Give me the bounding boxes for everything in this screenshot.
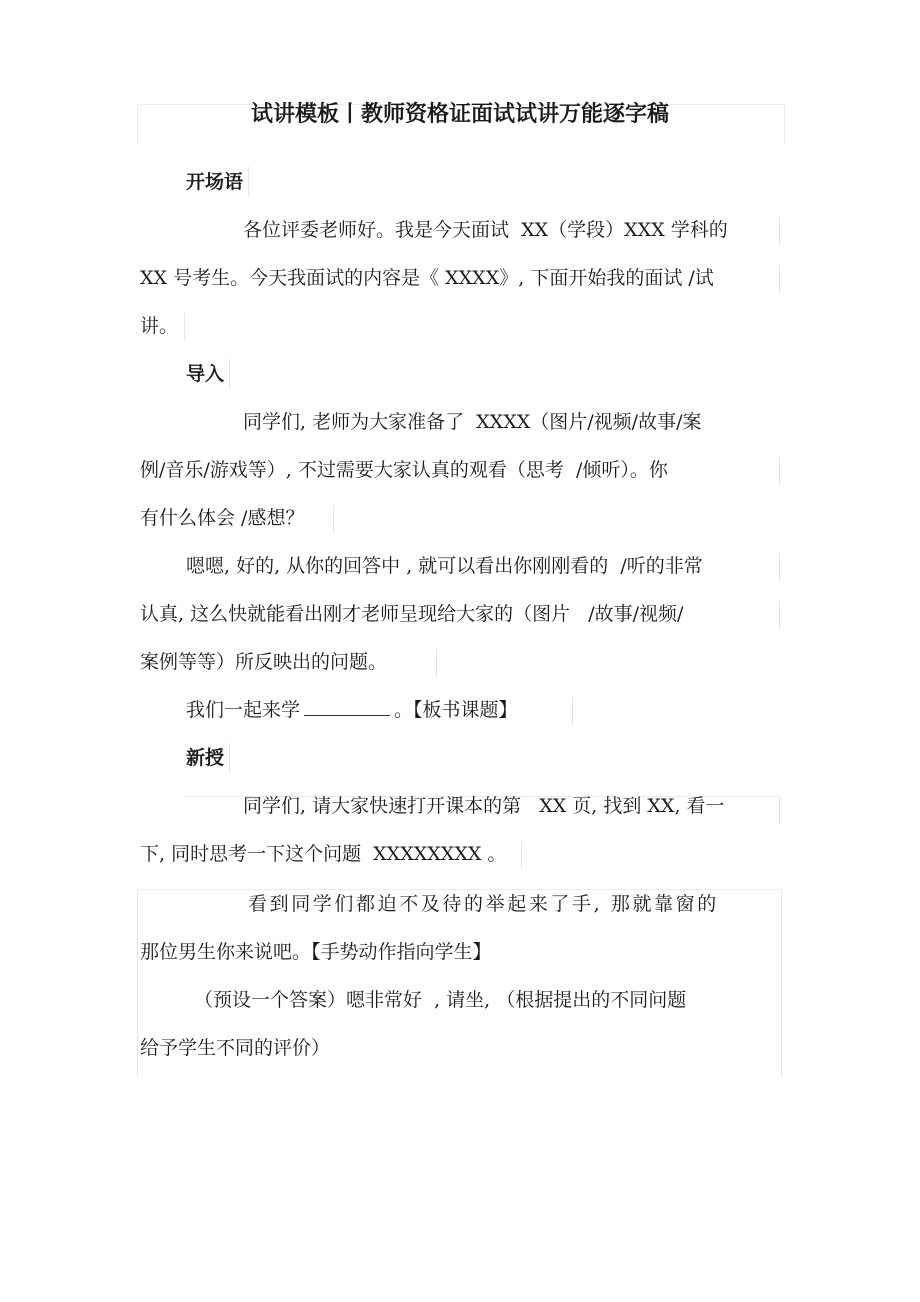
new-lesson-line-3: 看到同学们都迫不及待的举起来了手, 那就靠窗的: [248, 893, 719, 915]
section-heading-intro: 导入: [186, 359, 230, 389]
intro-line-7-end: 。【板书课题】: [394, 699, 518, 721]
intro-line-7-start: 我们一起来学: [186, 699, 301, 721]
new-lesson-line-4: 那位男生你来说吧。【手势动作指向学生】: [140, 941, 492, 963]
intro-line-6: 案例等等）所反映出的问题。: [140, 651, 388, 673]
opening-line-1: 各位评委老师好。我是今天面试 XX（学段）XXX 学科的: [243, 219, 728, 241]
intro-line-1: 同学们, 老师为大家准备了 XXXX（图片/视频/故事/案: [243, 411, 702, 433]
new-lesson-line-6: 给予学生不同的评价）: [140, 1037, 331, 1059]
divider: [333, 505, 334, 533]
intro-line-7: [186, 695, 518, 725]
divider: [779, 601, 780, 629]
divider: [137, 889, 138, 1077]
divider: [781, 889, 782, 1077]
new-lesson-line-1: 同学们, 请大家快速打开课本的第 XX 页, 找到 XX, 看一: [243, 795, 725, 817]
divider: [521, 841, 522, 869]
divider: [779, 797, 780, 825]
divider: [184, 313, 185, 341]
section-heading-new-lesson: 新授: [186, 743, 230, 773]
intro-line-5: 认真, 这么快就能看出刚才老师呈现给大家的（图片 /故事/视频/: [140, 603, 684, 625]
section-heading-opening: 开场语: [186, 167, 249, 197]
new-lesson-line-5: （预设一个答案）嗯非常好 , 请坐, （根据提出的不同问题: [194, 989, 687, 1011]
divider: [572, 697, 573, 725]
fill-in-blank: [304, 695, 390, 716]
divider: [779, 457, 780, 485]
document-title: 试讲模板丨教师资格证面试试讲万能逐字稿: [250, 102, 669, 127]
divider: [779, 265, 780, 293]
divider: [779, 217, 780, 245]
new-lesson-line-2: 下, 同时思考一下这个问题 XXXXXXXX 。: [140, 843, 507, 865]
divider: [779, 553, 780, 581]
opening-line-2: XX 号考生。今天我面试的内容是《 XXXX》, 下面开始我的面试 /试: [140, 267, 714, 289]
intro-line-3: 有什么体会 /感想？: [140, 507, 305, 529]
intro-line-2: 例/音乐/游戏等）, 不过需要大家认真的观看（思考 /倾听）。你: [140, 459, 668, 481]
intro-line-4: 嗯嗯, 好的, 从你的回答中 , 就可以看出你刚刚看的 /听的非常: [186, 555, 703, 577]
divider: [436, 649, 437, 677]
opening-line-3: 讲。: [140, 315, 179, 337]
